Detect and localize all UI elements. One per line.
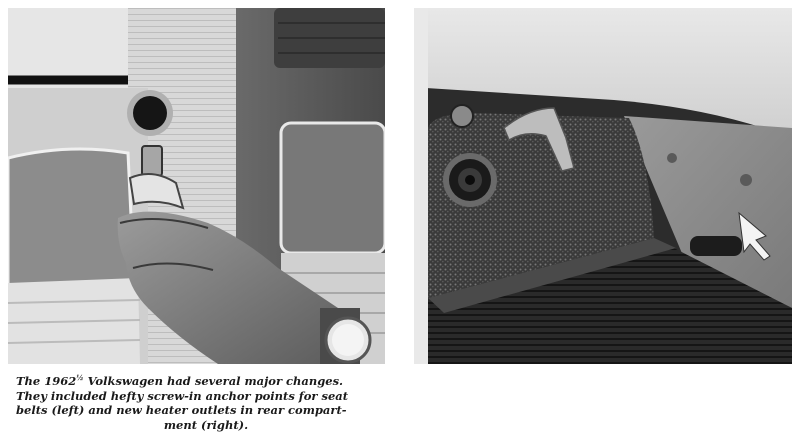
photo-heater-outlet: [414, 8, 792, 364]
caption-line-4: ment (right).: [163, 417, 249, 432]
caption-line-3: belts (left) and new heater outlets in rear compart-: [16, 403, 347, 418]
caption-fraction: ½: [76, 373, 84, 383]
caption-line-2: They included hefty screw-in anchor points for seat: [16, 388, 349, 403]
photo-seat-belt-anchor: [8, 8, 385, 364]
caption-line-1: The $1962^{\frac{1}{2}}$ Volkswagen had several major changes.: [16, 373, 344, 388]
photo-caption: [16, 374, 396, 432]
photo-seat-belt-anchor-image: [8, 8, 385, 364]
photo-heater-outlet-image: [414, 8, 792, 364]
